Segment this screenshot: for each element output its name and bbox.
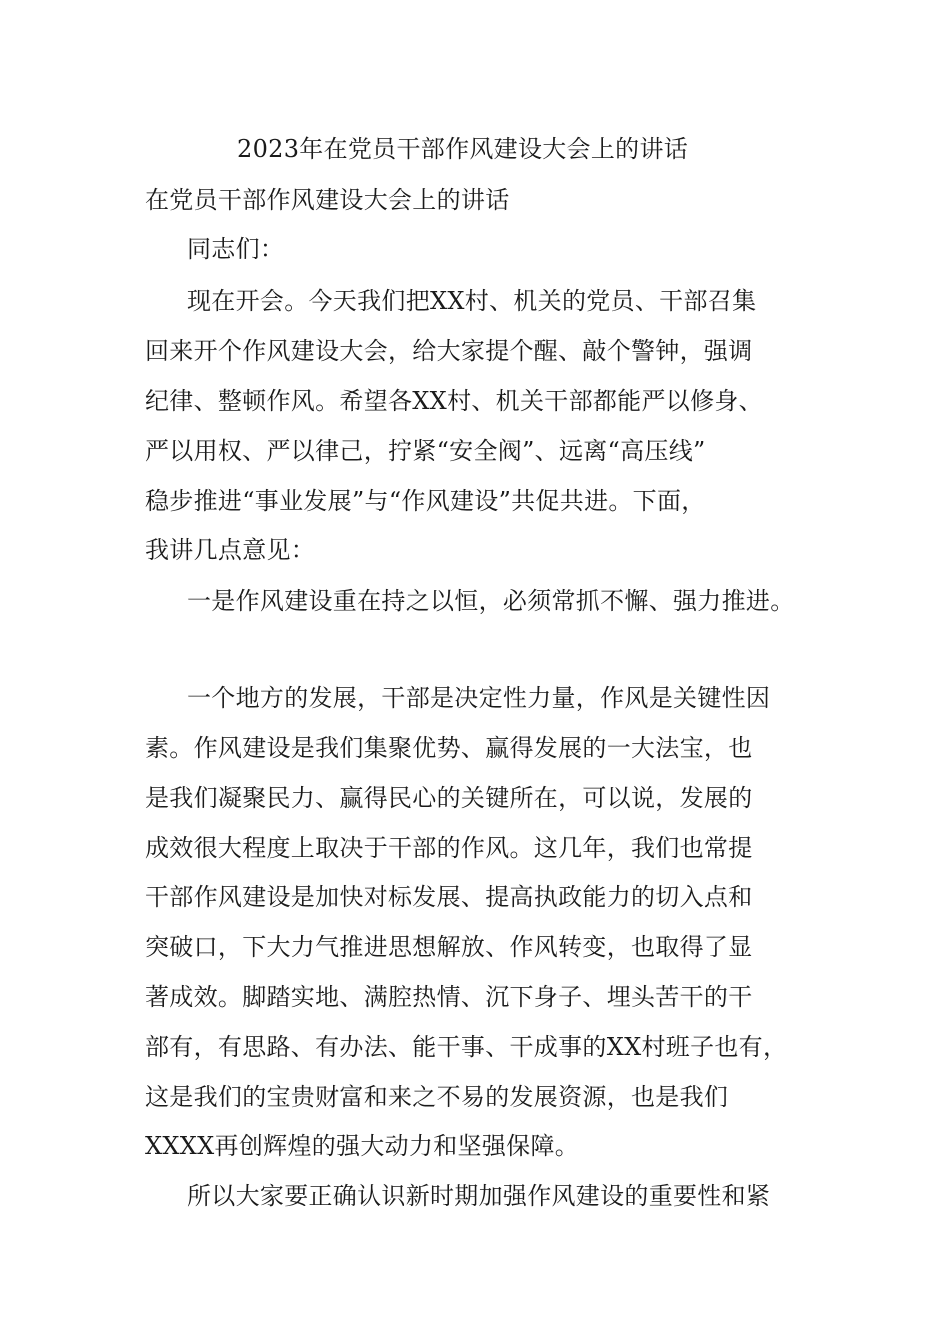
paragraph-line: 是我们凝聚民力、赢得民心的关键所在，可以说，发展的 [145,784,753,812]
paragraph-line: 一个地方的发展，干部是决定性力量，作风是关键性因 [187,684,771,712]
document-subtitle: 在党员干部作风建设大会上的讲话 [145,186,510,214]
paragraph-line: 突破口，下大力气推进思想解放、作风转变，也取得了显 [145,933,753,961]
paragraph-line: 严以用权、严以律己，拧紧“安全阀”、远离“高压线” [145,437,706,465]
paragraph-line: 稳步推进“事业发展”与“作风建设”共促共进。下面， [145,487,706,515]
paragraph-line: 所以大家要正确认识新时期加强作风建设的重要性和紧 [187,1182,771,1210]
paragraph-line: 我讲几点意见： [145,536,316,564]
paragraph-line: 纪律、整顿作风。希望各XX村、机关干部都能严以修身、 [145,387,763,415]
paragraph-line: 素。作风建设是我们集聚优势、赢得发展的一大法宝，也 [145,734,753,762]
greeting: 同志们： [187,235,285,263]
paragraph-line: 著成效。脚踏实地、满腔热情、沉下身子、埋头苦干的干 [145,983,753,1011]
section-heading: 一是作风建设重在持之以恒，必须常抓不懈、强力推进。 [187,587,795,615]
paragraph-line: 现在开会。今天我们把XX村、机关的党员、干部召集 [187,287,757,315]
paragraph-line: XXXX再创辉煌的强大动力和坚强保障。 [145,1132,580,1160]
paragraph-line: 干部作风建设是加快对标发展、提高执政能力的切入点和 [145,883,753,911]
document-title: 2023年在党员干部作风建设大会上的讲话 [237,135,689,163]
paragraph-line: 这是我们的宝贵财富和来之不易的发展资源，也是我们 [145,1083,729,1111]
paragraph-line: 成效很大程度上取决于干部的作风。这几年，我们也常提 [145,834,753,862]
paragraph-line: 部有，有思路、有办法、能干事、干成事的XX村班子也有， [145,1033,788,1061]
paragraph-line: 回来开个作风建设大会，给大家提个醒、敲个警钟，强调 [145,337,753,365]
